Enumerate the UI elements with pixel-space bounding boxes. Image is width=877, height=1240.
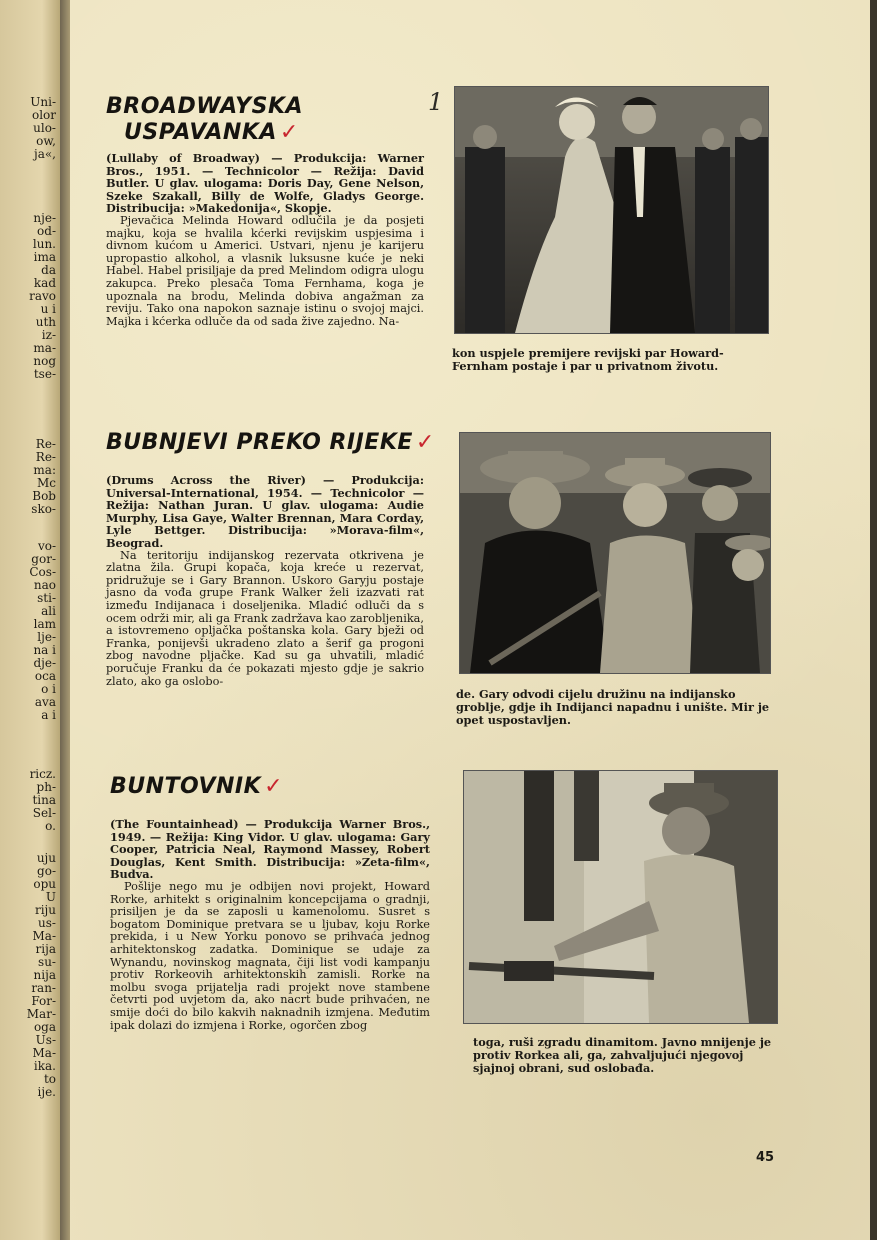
margin-fragment: kad <box>33 276 56 290</box>
book-gutter <box>60 0 70 1240</box>
margin-fragment: nija <box>33 968 56 982</box>
cowboys-image <box>460 433 770 673</box>
margin-fragment: For- <box>31 994 56 1008</box>
margin-fragment: uju <box>36 851 56 865</box>
margin-fragment: ava <box>34 695 56 709</box>
margin-fragment: lje- <box>37 630 56 644</box>
margin-fragment: Ma- <box>32 929 56 943</box>
margin-fragment: nog <box>33 354 56 368</box>
margin-fragment: us- <box>38 916 56 930</box>
margin-fragment: riju <box>34 903 56 917</box>
margin-fragment: Sel- <box>32 806 56 820</box>
margin-fragment: ima <box>33 250 56 264</box>
margin-fragment: ali <box>41 604 56 618</box>
article-body: Na teritoriju indijanskog rezervata otkrivena je zlatna žila. Grupi kopača, koja kreće u rezervat, pridružuje se i Gary Brannon. Uskoro Garyju postaje jasno da vođa grupe Frank Walker želi izazvati rat između Indijanaca i doseljenika. Mladić odluči da s ocem održi mir, ali ga Frank zadržava kao zarobljenika, a istovremeno opljačka poštanska kola. Gary bježi od Franka, ponijevši ukradeno zlato a šerif ga progoni zbog navodne pljačke. Kad su ga uhvatili, mladić poručuje Franku da će pokazati mjesto gdje je sakrio zlato, ako ga oslobo- <box>106 548 424 688</box>
margin-fragment: od- <box>37 224 56 238</box>
margin-fragment: ravo <box>29 289 56 303</box>
margin-fragment: tse- <box>33 367 56 381</box>
margin-fragment: ran- <box>31 981 56 995</box>
photo-couple-dancing <box>454 86 769 334</box>
article-text-buntovnik <box>110 818 430 1032</box>
handwritten-annotation: 1 <box>428 88 444 116</box>
margin-fragment: oca <box>34 669 56 683</box>
photo-caption-broadwayska: kon uspjele premijere revijski par Howard-Fernham postaje i par u privatnom životu. <box>452 346 724 373</box>
photo-caption-buntovnik: toga, ruši zgradu dinamitom. Javno mnijenje je protiv Rorkea ali, ga, zahvaljujući njegovoj sjajnoj obrani, sud oslobađa. <box>473 1035 772 1075</box>
margin-fragment: da <box>41 263 56 277</box>
margin-fragment: go- <box>37 864 56 878</box>
margin-fragment: ja«, <box>33 147 56 161</box>
margin-fragment: Cos- <box>29 565 56 579</box>
margin-fragment: nao <box>33 578 56 592</box>
margin-fragment: o i <box>41 682 56 696</box>
margin-fragment: ije. <box>37 1085 56 1099</box>
margin-fragment: olor <box>31 108 56 122</box>
margin-fragment: oga <box>33 1020 56 1034</box>
margin-fragment: U <box>45 890 56 904</box>
margin-fragment: o. <box>45 819 56 833</box>
margin-fragment: ulo- <box>33 121 56 135</box>
margin-fragment: vo- <box>37 539 56 553</box>
title-line: BUBNJEVI PREKO RIJEKE <box>106 430 413 455</box>
margin-fragment: iz- <box>41 328 56 342</box>
article-body: Pjevačica Melinda Howard odlučila je da posjeti majku, koja se hvalila kćerki revijskim uspjesima i divnom kućom u Americi. Ustvari, njenu je karijeru upropastio alkohol, a vlasnik luksusne kuće je neki Habel. Habel prisiljaje da pred Melindom odigra ulogu zakupca. Preko plesača Toma Fernhama, koga je upoznala na brodu, Melinda dobiva angažman za reviju. Tako ona napokon saznaje istinu o svojoj majci. Majka i kćerka odluče da od sada žive zajedno. Na- <box>106 213 424 328</box>
previous-page-margin <box>0 0 60 1240</box>
margin-fragment: Ma- <box>32 1046 56 1060</box>
margin-fragment: Mar- <box>26 1007 56 1021</box>
margin-fragment: to <box>43 1072 56 1086</box>
title-line: USPAVANKA <box>124 120 277 145</box>
margin-fragment: Re- <box>35 450 56 464</box>
photo-caption-bubnjevi: de. Gary odvodi cijelu družinu na indijansko groblje, gdje ih Indijanci napadnu i uništе. Mir je opet uspostavljen. <box>456 687 770 727</box>
margin-fragment: Us- <box>35 1033 56 1047</box>
margin-fragment: opu <box>33 877 56 891</box>
couple-dancing-image <box>455 87 768 333</box>
margin-fragment: Uni- <box>30 95 56 109</box>
article-body: Pošlije nego mu je odbijen novi projekt, Howard Rorke, arhitekt s originalnim koncepcijama o gradnji, prisiljen je da se zaposli u kamenolomu. Susret s bogatom Dominique pretvara se u ljubav, koju Rorke prekida, i u New Yorku ponovo se prihvaća jednog arhitektonskog zadatka. Dominique se udaje za Wynandu, novinskog magnata, čiji list vodi kampanju protiv Rorkeovih arhitektonskih zamisli. Rorke na molbu svoga prijatelja radi projekt nove stambene četvrti pod uvjetom da, ako nacrt bude prihvaćen, ne smije doći do bilo kakvih naknadnih izmjena. Međutim ipak dolazi do izmjena i Rorke, ogorčen zbog <box>110 879 430 1032</box>
margin-fragment: ricz. <box>29 767 56 781</box>
photo-cowboys <box>459 432 771 674</box>
margin-fragment: lam <box>33 617 56 631</box>
margin-fragment: sko- <box>31 502 56 516</box>
magazine-page <box>70 0 870 1240</box>
margin-fragment: ow, <box>36 134 56 148</box>
margin-fragment: uth <box>35 315 56 329</box>
article-title-broadwayska <box>106 94 303 146</box>
margin-fragment: ma- <box>33 341 56 355</box>
margin-fragment: dje- <box>33 656 56 670</box>
margin-fragment: Bob <box>32 489 56 503</box>
margin-fragment: lun. <box>32 237 56 251</box>
margin-fragment: ika. <box>33 1059 56 1073</box>
check-mark-icon: ✓ <box>279 120 299 145</box>
margin-fragment: nje- <box>33 211 56 225</box>
margin-fragment: gor- <box>31 552 56 566</box>
article-lead: (Lullaby of Broadway) — Produkcija: Warner Bros., 1951. — Technicolor — Režija: David Butler. U glav. ulogama: Doris Day, Gene Nelson, Szeke Szakall, Billy de Wolfe, Gladys George. Distribucija: »Makedonija«, Skopje. <box>106 151 424 216</box>
article-text-broadwayska <box>106 152 424 328</box>
margin-fragment: ph- <box>36 780 56 794</box>
margin-fragment: Mc <box>36 476 56 490</box>
margin-fragment: na i <box>33 643 56 657</box>
photo-quarry-worker <box>463 770 778 1024</box>
title-line: BROADWAYSKA <box>106 94 304 119</box>
margin-fragment: a i <box>41 708 56 722</box>
quarry-worker-image <box>464 771 777 1023</box>
margin-fragment: tina <box>32 793 56 807</box>
margin-fragment: ma: <box>33 463 56 477</box>
margin-fragment: Re- <box>35 437 56 451</box>
margin-fragment: rija <box>35 942 56 956</box>
article-lead: (Drums Across the River) — Produkcija: Universal-International, 1954. — Technicolor — Režija: Nathan Juran. U glav. ulogama: Audie Murphy, Lisa Gaye, Walter Brennan, Mara Corday, Lyle Bettger. Distribucija: »Morava-film«, Beograd. <box>106 473 424 550</box>
check-mark-icon: ✓ <box>264 774 284 799</box>
article-text-bubnjevi <box>106 474 424 688</box>
title-line: BUNTOVNIK <box>110 774 262 799</box>
article-title-bubnjevi <box>106 430 435 456</box>
margin-fragment: u i <box>40 302 56 316</box>
article-lead: (The Fountainhead) — Produkcija Warner Bros., 1949. — Režija: King Vidor. U glav. ulogama: Gary Cooper, Patricia Neal, Raymond Massey, Robert Douglas, Kent Smith. Distribucija: »Zeta-film«, Budva. <box>110 817 430 882</box>
page-edge-shadow <box>870 0 877 1240</box>
page-number: 45 <box>756 1150 775 1165</box>
margin-fragment: su- <box>38 955 56 969</box>
margin-fragment: sti- <box>37 591 56 605</box>
article-title-buntovnik <box>110 774 283 800</box>
check-mark-icon: ✓ <box>415 430 435 455</box>
